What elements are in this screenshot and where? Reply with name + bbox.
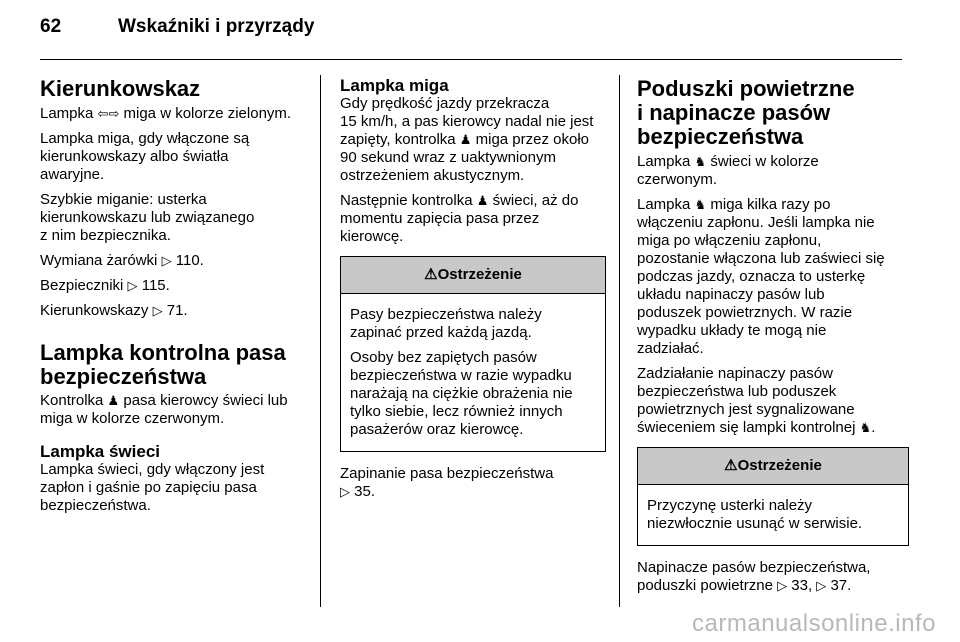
warning-header — [638, 448, 908, 485]
warning-box — [340, 256, 606, 452]
section-title-turn-signal: Kierunkowskaz — [40, 76, 201, 101]
watermark: carmanualsonline.info — [692, 610, 936, 637]
section-title-airbags: Poduszki powietrzne i napinacze pasów bezpieczeństwa — [637, 76, 855, 149]
section-title-seatbelt: Lampka kontrolna pasa bezpieczeństwa — [40, 340, 286, 389]
header-divider — [40, 59, 902, 60]
reference-arrow-icon: ▷ — [340, 484, 350, 499]
cross-reference: Kierunkowskazy ▷ 71. — [40, 302, 188, 319]
seatbelt-icon: ♟ — [107, 393, 120, 408]
subsection-title: Lampka świeci — [40, 442, 161, 461]
warning-box — [637, 447, 909, 546]
turn-signal-icon: ⇦⇨ — [97, 106, 120, 121]
airbag-icon: ♞ — [694, 197, 707, 212]
paragraph: Szybkie miganie: usterka kierunkowskazu lub związanego z nim bezpiecznika. — [40, 191, 255, 244]
column-middle — [340, 77, 606, 508]
seatbelt-icon: ♟ — [459, 132, 472, 147]
paragraph: Lampka świeci, gdy włączony jest zapłon i gaśnie po zapięciu pasa bezpieczeństwa. — [40, 461, 265, 514]
warning-body — [638, 485, 908, 545]
warning-text: Osoby bez zapiętych pasów bezpieczeństwa w razie wypadku narażają na ciężkie obrażenia nie tylko siebie, lecz również innych pasażerów oraz kierowcę. — [350, 349, 573, 438]
page-header — [40, 16, 900, 46]
warning-text: Przyczynę usterki należy niezwłocznie usunąć w serwisie. — [647, 497, 863, 532]
paragraph: Kontrolka ♟ pasa kierowcy świeci lub miga w kolorze czerwonym. — [40, 392, 288, 427]
column-right — [637, 77, 909, 602]
paragraph: Lampka ♞ świeci w kolorze czerwonym. — [637, 153, 819, 188]
warning-icon: ⚠ — [424, 266, 438, 283]
seatbelt-icon: ♟ — [476, 193, 489, 208]
reference-arrow-icon: ▷ — [152, 303, 163, 318]
airbag-icon: ♞ — [694, 154, 707, 169]
paragraph: Zadziałanie napinaczy pasów bezpieczeństwa lub poduszek powietrznych jest sygnalizowane świeceniem się lampki kontrolnej ♞. — [637, 365, 876, 436]
warning-body — [341, 294, 605, 451]
paragraph: Gdy prędkość jazdy przekracza 15 km/h, a pas kierowcy nadal nie jest zapięty, kontrolka ♟ miga przez około 90 sekund wraz z uaktywnionym ostrzeżeniem akustycznym. — [340, 95, 594, 184]
warning-text: Pasy bezpieczeństwa należy zapinać przed każdą jazdą. — [350, 306, 542, 341]
reference-arrow-icon: ▷ — [127, 278, 138, 293]
warning-label: Ostrzeżenie — [737, 457, 822, 474]
reference-arrow-icon: ▷ — [777, 578, 788, 593]
warning-label: Ostrzeżenie — [437, 266, 522, 283]
paragraph: Lampka ⇦⇨ miga w kolorze zielonym. — [40, 105, 292, 122]
column-divider-2 — [619, 75, 620, 607]
page-title: Wskaźniki i przyrządy — [118, 16, 315, 37]
cross-reference: Bezpieczniki ▷ 115. — [40, 277, 170, 294]
reference-arrow-icon: ▷ — [816, 578, 827, 593]
subsection-title: Lampka miga — [340, 76, 449, 95]
page-number: 62 — [40, 16, 62, 37]
airbag-icon: ♞ — [859, 420, 872, 435]
paragraph: Lampka ♞ miga kilka razy po włączeniu zapłonu. Jeśli lampka nie miga po włączeniu zapłonu, pozostanie włączona lub zaświeci się podczas jazdy, oznacza to usterkę układu napinaczy pasów lub poduszek powietrznych. W razie wypadku układy te mogą nie zadziałać. — [637, 196, 885, 357]
cross-reference: Zapinanie pasa bezpieczeństwa ▷ 35. — [340, 465, 554, 500]
paragraph: Następnie kontrolka ♟ świeci, aż do momentu zapięcia pasa przez kierowcę. — [340, 192, 579, 245]
cross-reference: Wymiana żarówki ▷ 110. — [40, 252, 204, 269]
warning-header — [341, 257, 605, 294]
paragraph: Lampka miga, gdy włączone są kierunkowskazy albo światła awaryjne. — [40, 130, 250, 183]
reference-arrow-icon: ▷ — [161, 253, 172, 268]
column-divider-1 — [320, 75, 321, 607]
column-left — [40, 77, 312, 522]
cross-reference: Napinacze pasów bezpieczeństwa, poduszki powietrzne ▷ 33, ▷ 37. — [637, 559, 871, 594]
warning-icon: ⚠ — [724, 457, 738, 474]
